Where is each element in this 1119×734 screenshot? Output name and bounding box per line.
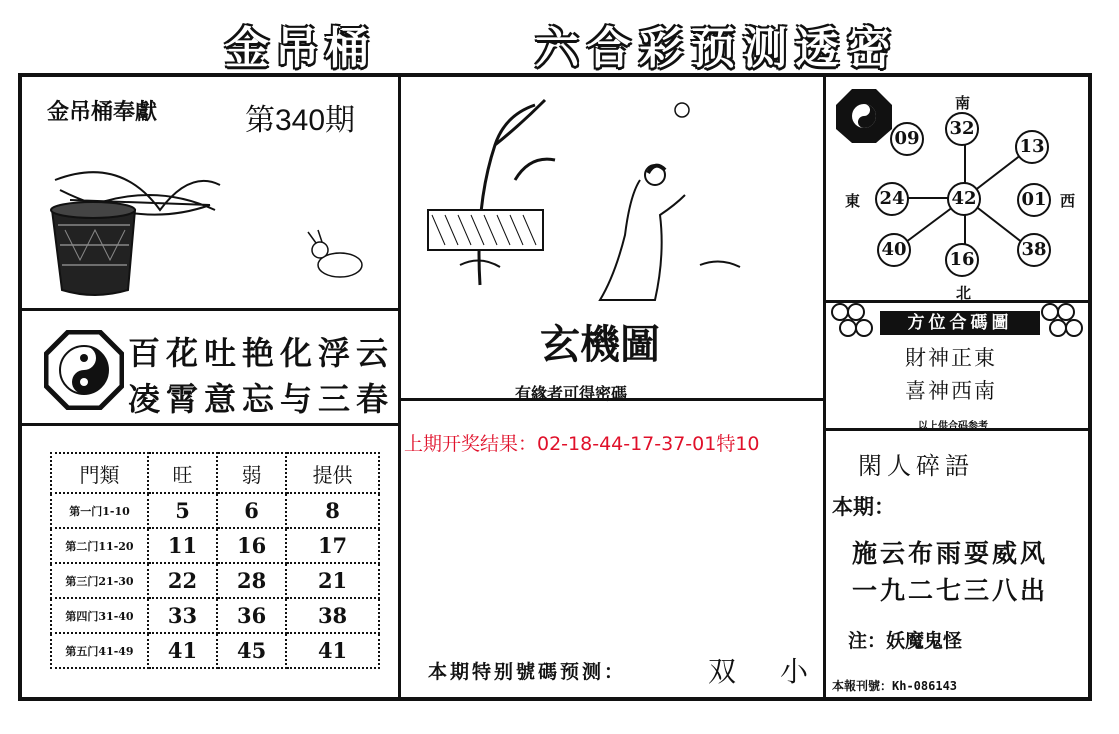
cell-value: 22: [148, 563, 217, 598]
table-header: 弱: [217, 453, 286, 493]
row-label: 第五门41-49: [51, 633, 148, 668]
table-row: [51, 563, 379, 598]
prediction-value-1: 双: [708, 655, 737, 688]
last-result-text: 上期开奖结果：02-18-44-17-37-01特10: [404, 433, 760, 455]
cell-value: 16: [217, 528, 286, 563]
title-left: 金吊桶: [225, 23, 375, 74]
current-issue-label: 本期：: [832, 495, 895, 519]
cell-value: 33: [148, 598, 217, 633]
cell-value: 21: [286, 563, 379, 598]
picture-title: 玄機圖: [540, 321, 660, 368]
direction-east-label: 東: [845, 192, 861, 210]
table-header: 提供: [286, 453, 379, 493]
compass-number-left: 24: [875, 182, 909, 216]
reference-note: 以上供合码参考: [918, 421, 988, 432]
note-line: 注：妖魔鬼怪: [848, 630, 963, 652]
compass-number-bottom-right: 38: [1017, 233, 1051, 267]
poem-line-2: 凌霄意忘与三春: [128, 380, 395, 418]
table-row: [51, 493, 379, 528]
publication-number: 本報刊號：Kh-086143: [832, 679, 958, 693]
god-line-2: 喜神西南: [905, 379, 997, 403]
direction-south-label: 南: [955, 94, 971, 112]
cell-value: 17: [286, 528, 379, 563]
compass-number-top-right: 13: [1015, 130, 1049, 164]
table-header-row: [51, 453, 379, 493]
direction-north-label: 北: [956, 284, 972, 302]
table-row: [51, 528, 379, 563]
row-label: 第二门11-20: [51, 528, 148, 563]
compass-number-right: 01: [1017, 183, 1051, 217]
cell-value: 5: [148, 493, 217, 528]
cell-value: 6: [217, 493, 286, 528]
table-row: [51, 598, 379, 633]
table-header: 旺: [148, 453, 217, 493]
cell-value: 36: [217, 598, 286, 633]
divider-left-2: [20, 423, 400, 426]
compass-band-title: 方位合碼圖: [880, 311, 1040, 335]
cell-value: 45: [217, 633, 286, 668]
god-line-1: 財神正東: [905, 346, 997, 370]
cell-value: 11: [148, 528, 217, 563]
compass-number-top: 32: [945, 112, 979, 146]
cell-value: 28: [217, 563, 286, 598]
cell-value: 8: [286, 493, 379, 528]
row-label: 第四门31-40: [51, 598, 148, 633]
row-label: 第一门1-10: [51, 493, 148, 528]
compass-number-bottom-left: 40: [877, 233, 911, 267]
cell-value: 38: [286, 598, 379, 633]
rhyme-line-1: 施云布雨耍威风: [852, 539, 1049, 568]
door-table: [50, 452, 380, 669]
special-prediction-label: 本期特别號碼预测：: [428, 661, 627, 683]
compass-number-bottom: 16: [945, 243, 979, 277]
table-row: [51, 633, 379, 668]
bucket-illustration: [40, 150, 380, 300]
table-header: 門類: [51, 453, 148, 493]
cell-value: 41: [286, 633, 379, 668]
rabbit-icon: [308, 230, 362, 277]
compass-number-top-left: 09: [890, 122, 924, 156]
bagua-yinyang-icon: [44, 330, 124, 410]
brand-label: 金吊桶奉獻: [47, 100, 158, 125]
row-label: 第三门21-30: [51, 563, 148, 598]
compass-number-center: 42: [947, 182, 981, 216]
picture-caption: 有緣者可得密碼: [515, 384, 628, 403]
issue-number: 第340期: [245, 104, 356, 137]
direction-west-label: 西: [1060, 192, 1076, 210]
divider-right: [823, 75, 826, 699]
divider-left-1: [20, 308, 400, 311]
divider-left: [398, 75, 401, 699]
rhyme-line-2: 一九二七三八出: [852, 576, 1049, 605]
prediction-value-2: 小: [780, 655, 809, 688]
cell-value: 41: [148, 633, 217, 668]
title-right: 六合彩预测透密: [535, 23, 899, 74]
mystery-picture-illustration: [420, 85, 785, 310]
poem-line-1: 百花吐艳化浮云: [128, 334, 395, 372]
idle-talk-title: 閑人碎語: [858, 452, 974, 480]
